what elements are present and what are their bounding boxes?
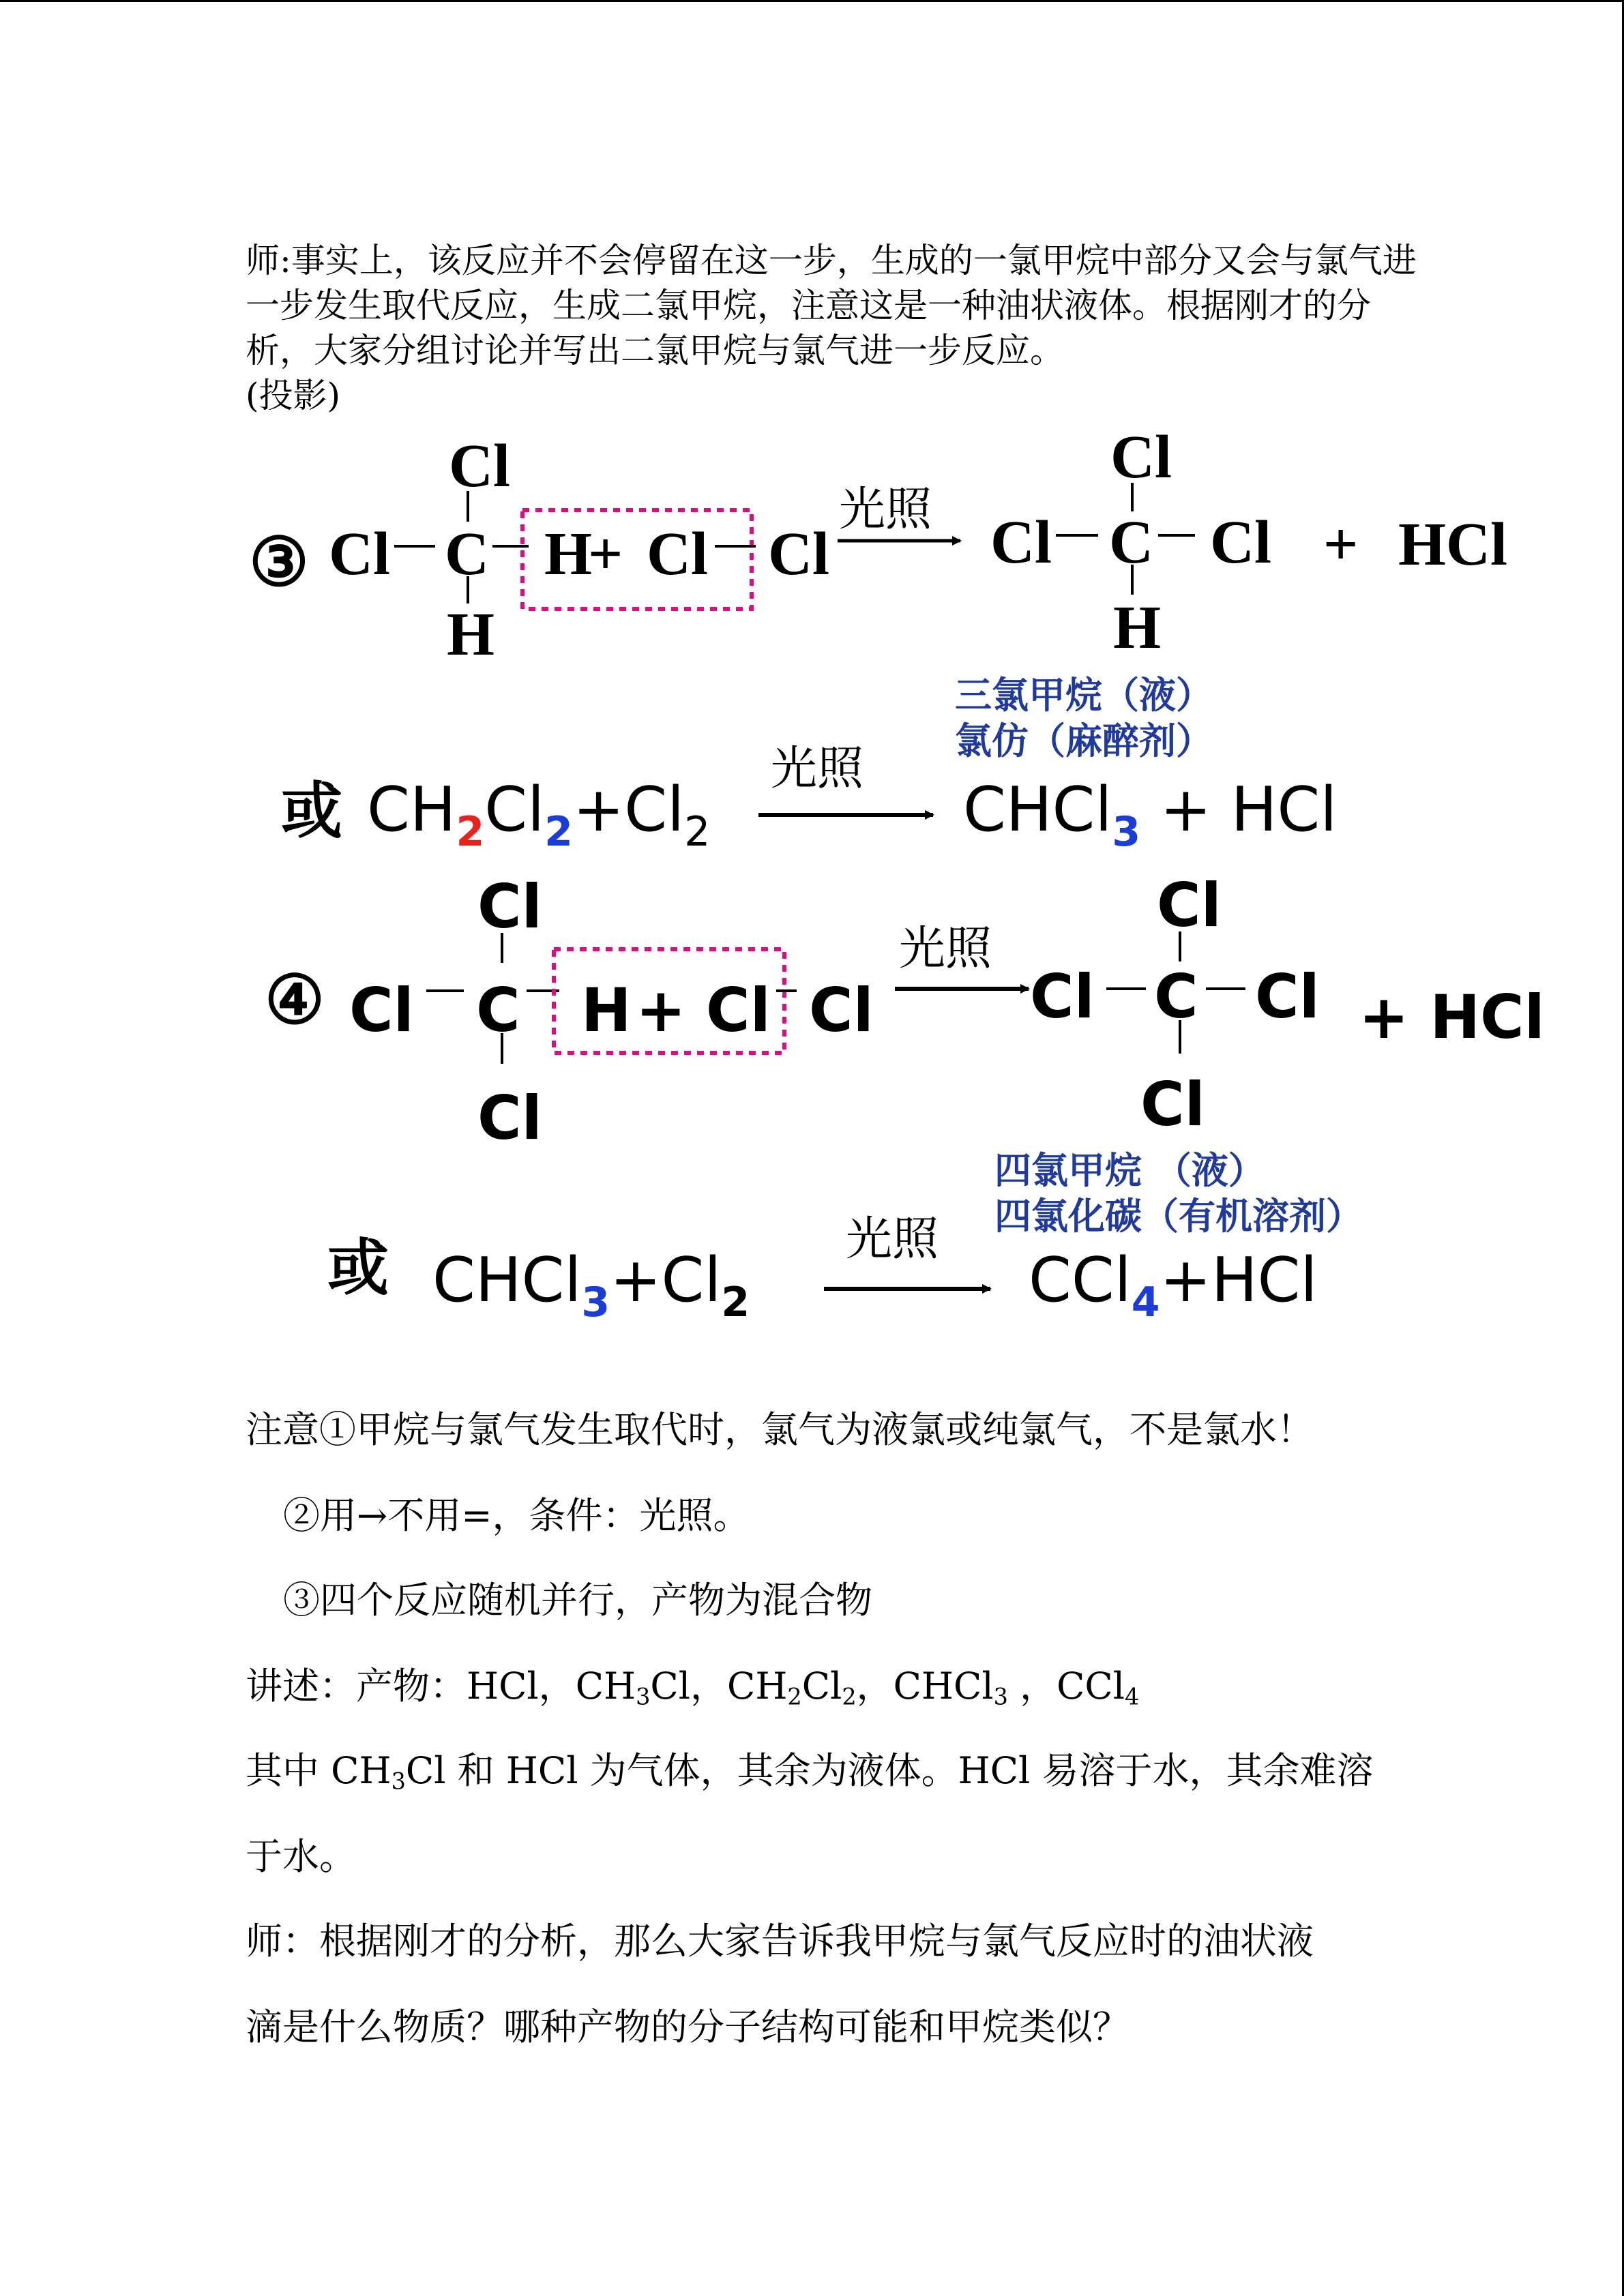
r4-top-cl: Cl [477,871,542,942]
r3-carbon: C [445,520,489,588]
intro-line-4: (投影) [246,376,341,415]
f3-condition: 光照 [771,742,864,796]
teacher-line-1: 师：根据刚才的分析，那么大家告诉我甲烷与氯气反应时的油状液 [246,1920,1314,1963]
intro-line-2: 一步发生取代反应，生成二氯甲烷，注意这是一种油状液体。根据刚才的分 [246,286,1371,325]
r3-cl-b: Cl [768,520,829,588]
f4-name-2: 四氯化碳（有机溶剂） [994,1195,1363,1238]
r3-prod-bottom-h: H [1113,594,1162,661]
reaction-3-number: ③ [249,526,309,600]
narration-line-1 [246,1663,1139,1710]
r3-cl-a: Cl [647,520,708,588]
r3-plus: + [588,520,623,588]
r4-prod-carbon: C [1154,961,1198,1032]
f4-product: CCl$_4$+HCl [1029,1244,1318,1326]
r3-hcl: HCl [1398,511,1508,578]
f3-name-1: 三氯甲烷（液） [955,674,1213,717]
r4-prod-right-cl: Cl [1255,961,1320,1032]
f4-reactant: $CHCl_3+Cl_2$ [432,1244,750,1326]
r4-h: H [581,975,632,1045]
r3-top-cl: Cl [449,432,510,500]
r3-bottom-h: H [447,601,495,668]
r4-condition: 光照 [899,922,992,976]
f4-condition: 光照 [846,1212,939,1266]
product-chcl3: CHCl$_3$ ， [893,1665,1057,1710]
narration-line-2: 其中 $CH_3Cl$ 和 HCl 为气体，其余为液体。HCl 易溶于水，其余难溶 [246,1749,1374,1795]
intro-line-1: 师:事实上，该反应并不会停留在这一步，生成的一氯甲烷中部分又会与氯气进 [246,241,1417,280]
f3-reactant: $CH_2Cl_2+Cl_2$ [367,774,711,856]
r3-h: H [544,520,593,588]
r3-prod-plus: + [1323,511,1359,578]
formula-3 [281,674,1337,856]
note-1: 注意①甲烷与氯气发生取代时，氯气为液氯或纯氯气，不是氯水！ [246,1408,1314,1451]
r4-carbon: C [476,975,520,1045]
f4-name-1: 四氯甲烷 （液） [994,1149,1265,1192]
r3-condition: 光照 [839,483,932,537]
product-ch3cl: $CH_3Cl$， [575,1665,727,1710]
r4-cl-b: Cl [809,975,874,1045]
f4-or: 或 [327,1232,389,1304]
note-3: ③四个反应随机并行，产物为混合物 [283,1579,872,1622]
r4-plus: + [636,975,686,1045]
narration-label: 讲述：产物： [246,1665,467,1708]
reaction-4-number: ④ [265,964,325,1038]
product-hcl: HCl， [467,1665,576,1708]
r4-cl-a: Cl [706,975,771,1045]
product-ch2cl2: $CH_2Cl_2$， [727,1665,894,1710]
r3-prod-left-cl: Cl [990,509,1052,576]
r3-prod-carbon: C [1109,509,1153,576]
f3-or: 或 [281,775,342,847]
reaction-4 [265,870,1545,1153]
r3-prod-right-cl: Cl [1210,509,1271,576]
r4-hcl: + HCl [1359,982,1545,1052]
narration-line-3: 于水。 [246,1835,356,1878]
formula-4 [327,1149,1363,1326]
f3-product: CHCl$_3$ + HCl [963,774,1338,856]
r4-left-cl: Cl [349,975,414,1045]
intro-line-3: 析，大家分组讨论并写出二氯甲烷与氯气进一步反应。 [246,331,1064,370]
reaction-3 [249,423,1507,668]
r4-bottom-cl: Cl [477,1083,542,1153]
r4-prod-top-cl: Cl [1157,870,1222,940]
r4-prod-bottom-cl: Cl [1140,1069,1205,1139]
teacher-line-2: 滴是什么物质？哪种产物的分子结构可能和甲烷类似？ [246,2006,1130,2048]
r3-left-cl: Cl [329,520,390,588]
r3-prod-top-cl: Cl [1110,423,1172,491]
r4-prod-left-cl: Cl [1030,961,1095,1032]
product-ccl4: CCl$_4$ [1057,1665,1140,1710]
f3-name-2: 氯仿（麻醉剂） [955,719,1213,762]
note-2: ②用→不用=，条件：光照。 [283,1494,750,1537]
